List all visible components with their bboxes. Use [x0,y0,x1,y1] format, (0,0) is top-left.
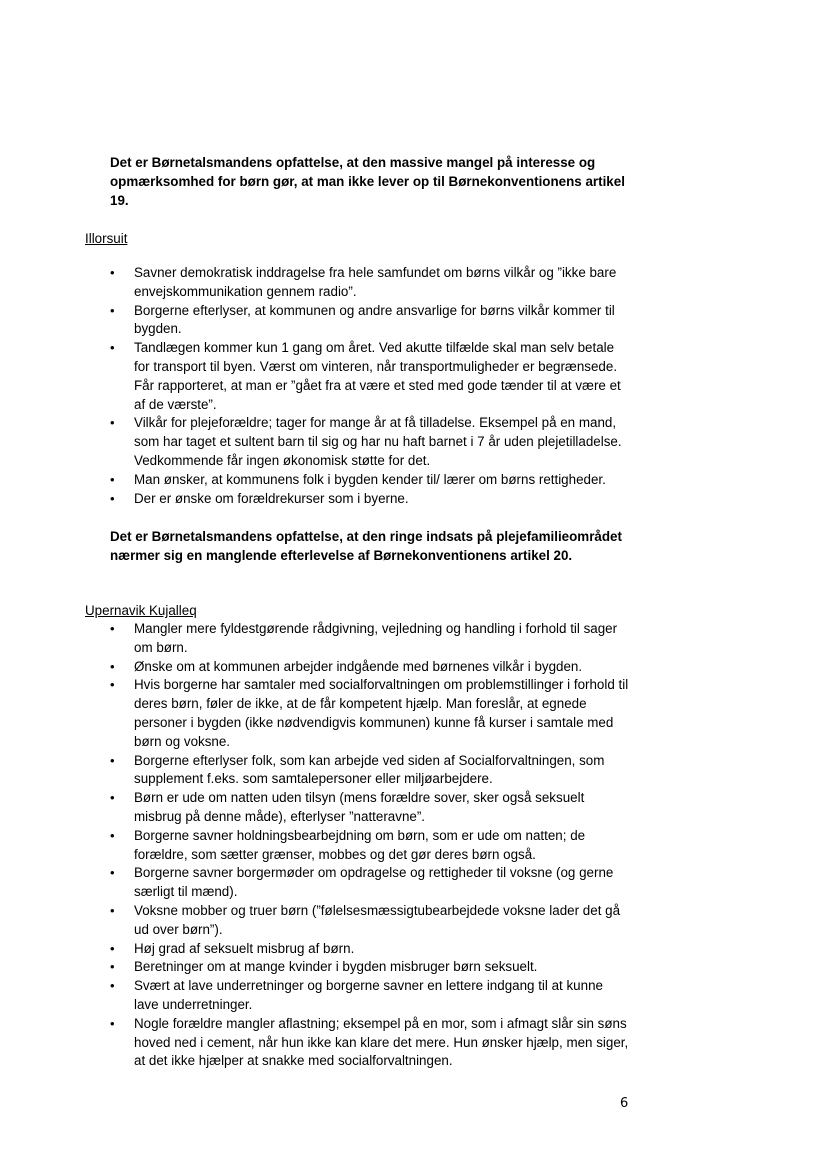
bullet-icon: • [110,940,115,956]
list-item: • Beretninger om at mange kvinder i bygden misbruger børn seksuelt. [110,958,630,977]
bullet-icon: • [110,959,115,975]
bullet-icon: • [110,302,115,318]
bullet-icon: • [110,865,115,881]
list-item: • Borgerne efterlyser, at kommunen og andre ansvarlige for børns vilkår kommer til bygden. [110,302,615,337]
list-item: • Nogle forældre mangler aflastning; eksempel på en mor, som i afmagt slår sin søns hoved ned i cement, når hun ikke kan klare det mere. Hun ønsker hjælp, men siger, at det ikke hjælper at snakke med socialforvaltningen. [110,1015,629,1069]
illorsuit-bullet-list [110,264,630,508]
bullet-icon: • [110,790,115,806]
list-item: • Høj grad af seksuelt misbrug af børn. [110,940,630,959]
bullet-icon: • [110,340,115,356]
list-item: • Borgerne efterlyser folk, som kan arbejde ved siden af Socialforvaltningen, som supplement f.eks. som samtalepersoner eller miljøarbejdere. [110,752,605,787]
list-item: • Børn er ude om natten uden tilsyn (mens forældre sover, sker også seksuelt misbrug på denne måde), efterlyser ”natteravne”. [110,790,585,824]
list-item: • Man ønsker, at kommunens folk i bygden kender til/ lærer om børns rettigheder. [110,471,630,490]
bullet-icon: • [110,490,115,506]
bullet-icon: • [110,1015,115,1031]
list-item: • Mangler mere fyldestgørende rådgivning, vejledning og handling i forhold til sager om børn. [110,621,618,655]
list-item: • Svært at lave underretninger og borgerne savner en lettere indgang til at kunne lave underretninger. [110,978,603,1012]
bullet-icon: • [110,902,115,918]
list-item: • Der er ønske om forældrekurser som i byerne. [110,490,630,509]
list-item: • Voksne mobber og truer børn (”følelsesmæssigtubearbejdede voksne lader det gå ud over børn”). [110,902,621,937]
bullet-icon: • [110,752,115,768]
page-number: 6 [620,1096,629,1111]
list-item: • Tandlægen kommer kun 1 gang om året. Ved akutte tilfælde skal man selv betale for transport til byen. Værst om vinteren, når transportmuligheder er begrænsede. Får rapporteret, at man er ”gået fra at være et sted med gode tænder til at være et af de værste”. [110,340,621,412]
conclusion-statement-article-20: Det er Børnetalsmandens opfattelse, at den ringe indsats på plejefamilieområdet nærmer sig en manglende efterlevelse af Børnekonventionens artikel 20. [110,529,622,563]
list-item: • Borgerne savner holdningsbearbejdning om børn, som er ude om natten; de forældre, som sætter grænser, mobbes og det gør deres børn også. [110,827,586,862]
list-item: • Borgerne savner borgermøder om opdragelse og rettigheder til voksne (og gerne særligt til mænd). [110,865,614,900]
list-item: • Hvis borgerne har samtaler med socialforvaltningen om problemstillinger i forhold til deres børn, føler de ikke, at de får kompetent hjælp. Man foreslår, at egnede personer i bygden (ikke nødvendigvis kommunen) kunne få kurser i samtale med børn og voksne. [110,677,629,749]
list-item: • Vilkår for plejeforældre; tager for mange år at få tilladelse. Eksempel på en mand, som har taget et sultent barn til sig og har nu haft barnet i 7 år uden plejetilladelse. Vedkommende får ingen økonomisk støtte for det. [110,415,622,468]
list-item: • Ønske om at kommunen arbejder indgående med børnenes vilkår i bygden. [110,658,630,677]
bullet-icon: • [110,415,115,431]
bullet-icon: • [110,265,115,280]
heading-illorsuit: Illorsuit [85,231,128,246]
upernavik-bullet-list [110,620,630,1071]
bullet-icon: • [110,471,115,487]
bullet-icon: • [110,978,115,994]
bullet-icon: • [110,677,115,693]
heading-upernavik-kujalleq: Upernavik Kujalleq [85,603,197,618]
bullet-icon: • [110,827,115,843]
conclusion-statement-article-19: Det er Børnetalsmandens opfattelse, at den massive mangel på interesse og opmærksomhed for børn gør, at man ikke lever op til Børnekonventionens artikel 19. [110,155,625,208]
bullet-icon: • [110,658,115,674]
bullet-icon: • [110,621,115,636]
list-item: • Savner demokratisk inddragelse fra hele samfundet om børns vilkår og ”ikke bare envejskommunikation gennem radio”. [110,265,617,299]
